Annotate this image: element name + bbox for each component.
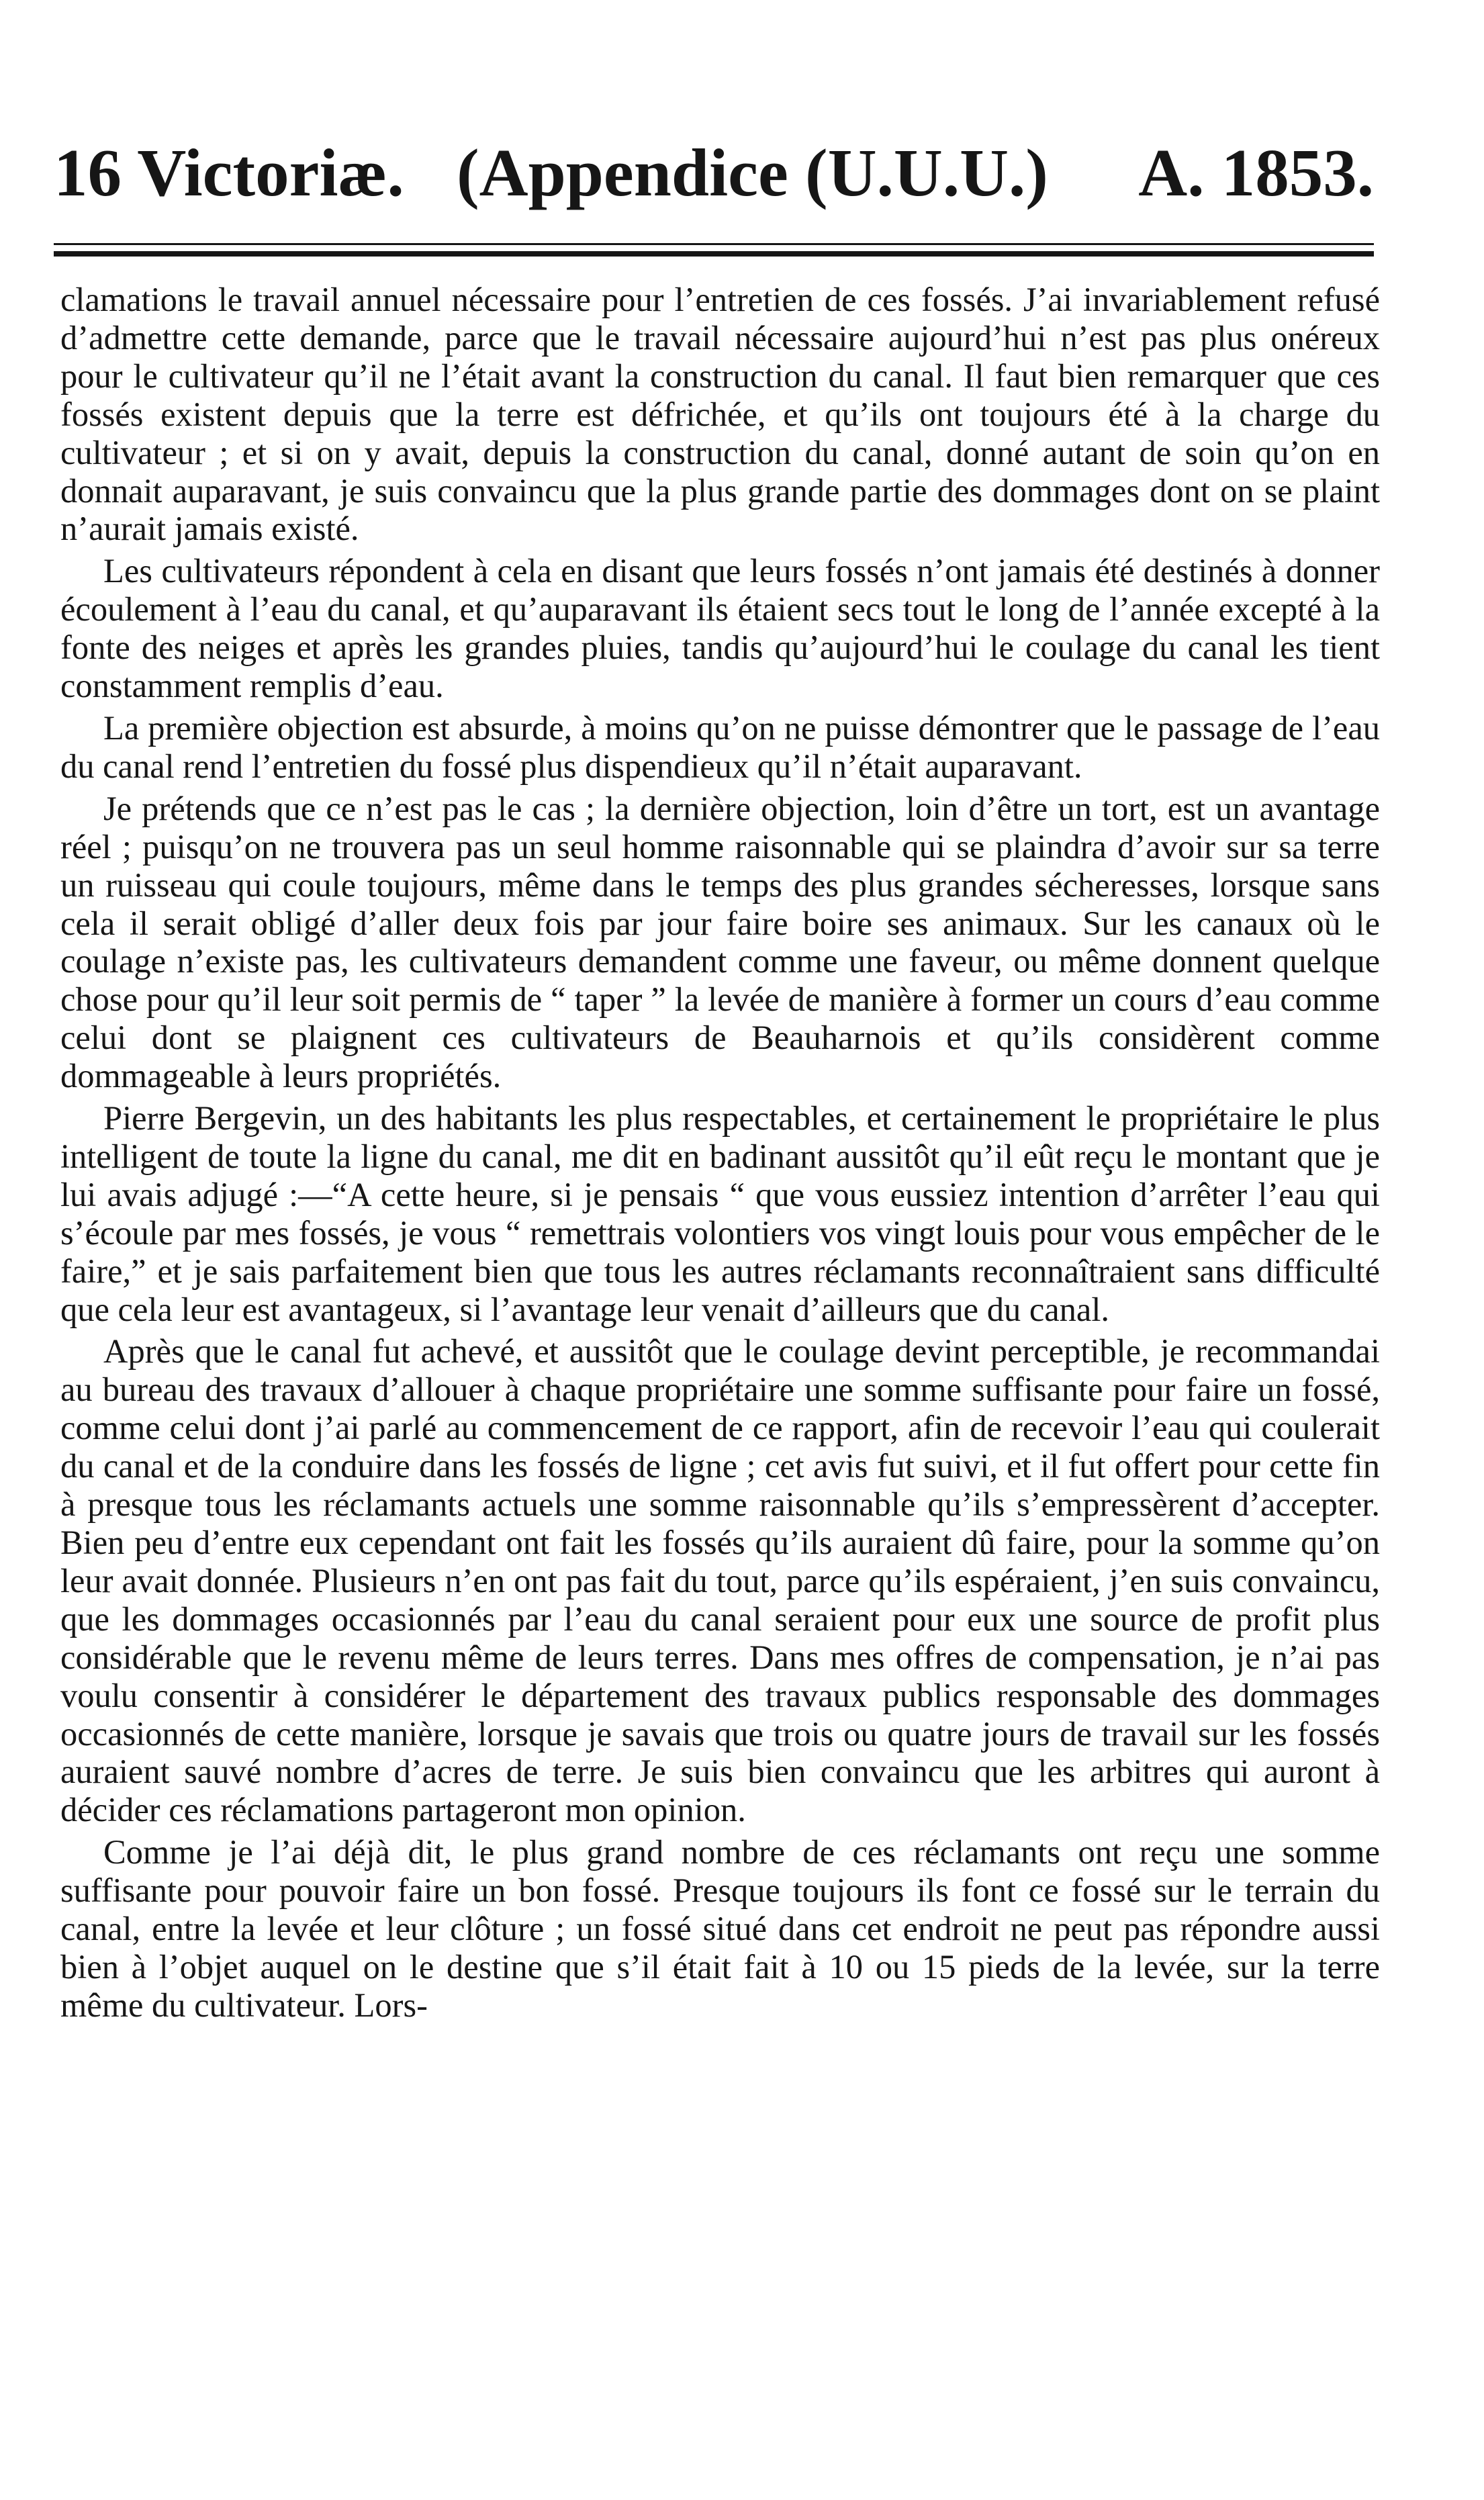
header-year: A. 1853.	[1138, 135, 1374, 210]
page-header	[54, 129, 1374, 216]
paragraph: Je prétends que ce n’est pas le cas ; la dernière objection, loin d’être un tort, est un avantage réel ; puisqu’on ne trouvera pas un seul homme raisonnable qui se plaindra d’avoir sur sa terre un ruisseau qui coule toujours, même dans le temps des plus grandes sécheresses, lorsque sans cela il serait obligé d’aller deux fois par jour faire boire ses animaux. Sur les canaux où le coulage n’existe pas, les cultivateurs demandent comme une faveur, ou même donnent quelque chose pour qu’il leur soit permis de “ taper ” la levée de manière à former un cours d’eau comme celui dont se plaignent ces cultivateurs de Beauharnois et qu’ils considèrent comme dommageable à leurs propriétés.	[60, 789, 1380, 1095]
paragraph: Comme je l’ai déjà dit, le plus grand nombre de ces réclamants ont reçu une somme suffisante pour pouvoir faire un bon fossé. Presque toujours ils font ce fossé sur le terrain du canal, entre la levée et leur clôture ; un fossé situé dans cet endroit ne peut pas répondre aussi bien à l’objet auquel on le destine que s’il était fait à 10 ou 15 pieds de la levée, sur la terre même du cultivateur. Lors-	[60, 1833, 1380, 2024]
header-rule-thick	[54, 251, 1374, 257]
header-rule-thin	[54, 243, 1374, 245]
paragraph: Les cultivateurs répondent à cela en disant que leurs fossés n’ont jamais été destinés à donner écoulement à l’eau du canal, et qu’auparavant ils étaient secs tout le long de l’année excepté à la fonte des neiges et après les grandes pluies, tandis qu’aujourd’hui le coulage du canal les tient constamment remplis d’eau.	[60, 552, 1380, 705]
paragraph: clamations le travail annuel nécessaire pour l’entretien de ces fossés. J’ai invariablement refusé d’admettre cette demande, parce que le travail nécessaire aujourd’hui n’est pas plus onéreux pour le cultivateur qu’il ne l’était avant la construction du canal. Il faut bien remarquer que ces fossés existent depuis que la terre est défrichée, et qu’ils ont toujours été à la charge du cultivateur ; et si on y avait, depuis la construction du canal, donné autant de soin qu’on en donnait auparavant, je suis convaincu que la plus grande partie des dommages dont on se plaint n’aurait jamais existé.	[60, 281, 1380, 548]
header-session: 16 Victoriæ.	[54, 135, 404, 210]
paragraph: Après que le canal fut achevé, et aussitôt que le coulage devint perceptible, je recommandai au bureau des travaux d’allouer à chaque propriétaire une somme suffisante pour faire un fossé, comme celui dont j’ai parlé au commencement de ce rapport, afin de recevoir l’eau qui coulerait du canal et de la conduire dans les fossés de ligne ; cet avis fut suivi, et il fut offert pour cette fin à presque tous les réclamants actuels une somme raisonnable qu’ils s’empressèrent d’accepter. Bien peu d’entre eux cependant ont fait les fossés qu’ils auraient dû faire, pour la somme qu’on leur avait donnée. Plusieurs n’en ont pas fait du tout, parce qu’ils espéraient, j’en suis convaincu, que les dommages occasionnés par l’eau du canal seraient pour eux une source de profit plus considérable que le revenu même de leurs terres. Dans mes offres de compensation, je n’ai pas voulu consentir à considérer le département des travaux publics responsable des dommages occasionnés de cette manière, lorsque je savais que trois ou quatre jours de travail sur les fossés auraient sauvé nombre d’acres de terre. Je suis bien convaincu que les arbitres qui auront à décider ces réclamations partageront mon opinion.	[60, 1332, 1380, 1829]
body-text	[60, 281, 1380, 2025]
paragraph: La première objection est absurde, à moins qu’on ne puisse démontrer que le passage de l’eau du canal rend l’entretien du fossé plus dispendieux qu’il n’était auparavant.	[60, 708, 1380, 785]
header-appendix: (Appendice (U.U.U.)	[457, 135, 1048, 210]
paragraph: Pierre Bergevin, un des habitants les plus respectables, et certainement le propriétaire le plus intelligent de toute la ligne du canal, me dit en badinant aussitôt qu’il eût reçu le montant que je lui avais adjugé :—“A cette heure, si je pensais “ que vous eussiez intention d’arrêter l’eau qui s’écoule par mes fossés, je vous “ remettrais volontiers vos vingt louis pour vous empêcher de le faire,” et je sais parfaitement bien que tous les autres réclamants reconnaîtraient sans difficulté que cela leur est avantageux, si l’avantage leur venait d’ailleurs que du canal.	[60, 1099, 1380, 1328]
